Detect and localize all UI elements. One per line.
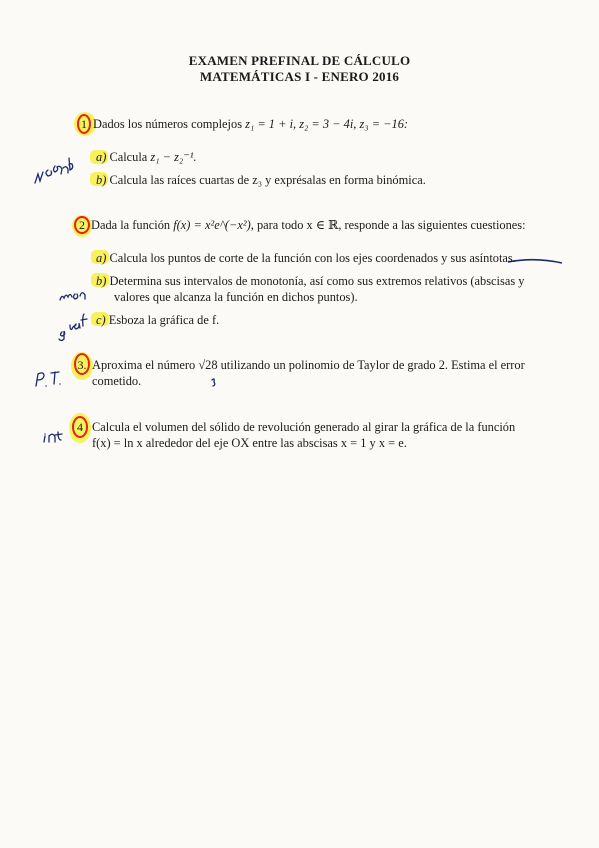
question-2b-label: b) <box>96 274 107 288</box>
question-2-math: f(x) = x²e^(−x²) <box>173 218 251 232</box>
exam-subtitle: MATEMÁTICAS I - ENERO 2016 <box>199 69 400 84</box>
question-4-line-1: Calcula el volumen del sólido de revolución generado al girar la gráfica de la función <box>92 420 516 434</box>
question-2c <box>96 313 219 328</box>
underline-asintotas <box>508 260 562 263</box>
question-2-text-b: , para todo x ∈ ℝ, responde a las siguientes cuestiones: <box>250 218 526 232</box>
question-2-number: 2 <box>79 218 85 232</box>
question-2b-text-1: Determina sus intervalos de monotonía, así como sus extremos relativos (abscisas y <box>109 274 525 288</box>
note-q3-scribble <box>36 372 60 386</box>
note-q2c-scribble <box>59 314 87 341</box>
question-1-math: z₁ = 1 + i, z₂ = 3 − 4i, z₃ = −16: <box>245 117 409 131</box>
question-3-number: 3. <box>77 358 87 372</box>
question-2c-text: Esboza la gráfica de f. <box>108 313 220 327</box>
question-1b <box>96 173 426 188</box>
question-2b-line-2: valores que alcanza la función en dichos puntos). <box>114 290 358 304</box>
note-q1-scribble-2 <box>46 170 52 176</box>
question-2-text-a: Dada la función <box>91 218 174 232</box>
pencil-mark <box>212 379 215 386</box>
question-3-line-1: Aproxima el número √28 utilizando un polinomio de Taylor de grado 2. Estima el error <box>92 358 525 372</box>
note-q1-scribble-1 <box>35 172 43 183</box>
question-1b-label: b) <box>96 173 107 187</box>
question-1-statement <box>93 117 408 132</box>
exam-title: EXAMEN PREFINAL DE CÁLCULO <box>188 53 411 68</box>
question-4-number: 4 <box>77 420 83 434</box>
question-1b-text: Calcula las raíces cuartas de z₃ y exprésalas en forma binómica. <box>109 173 426 187</box>
question-2c-label: c) <box>96 313 106 327</box>
question-1a-text: Calcula <box>109 150 151 164</box>
question-1a-label: a) <box>96 150 107 164</box>
question-1-text: Dados los números complejos <box>93 117 246 131</box>
note-q4-scribble <box>44 432 62 442</box>
question-1-number: 1 <box>81 117 87 131</box>
note-q1-scribble-3 <box>54 166 69 174</box>
question-2a-text: Calcula los puntos de corte de la función con los ejes coordenados y sus asíntotas. <box>109 251 516 265</box>
note-q2b-scribble <box>60 293 85 300</box>
question-2-statement <box>91 218 526 233</box>
question-2b-line-1 <box>96 274 524 289</box>
note-q1-scribble-4 <box>69 158 73 170</box>
question-2a-label: a) <box>96 251 107 265</box>
question-4-line-2: f(x) = ln x alrededor del eje OX entre las abscisas x = 1 y x = e. <box>92 436 407 450</box>
question-1a <box>96 150 197 165</box>
question-1a-math: z₁ − z₂⁻¹. <box>150 150 197 164</box>
question-3-line-2: cometido. <box>92 374 142 388</box>
question-2a <box>96 251 516 266</box>
